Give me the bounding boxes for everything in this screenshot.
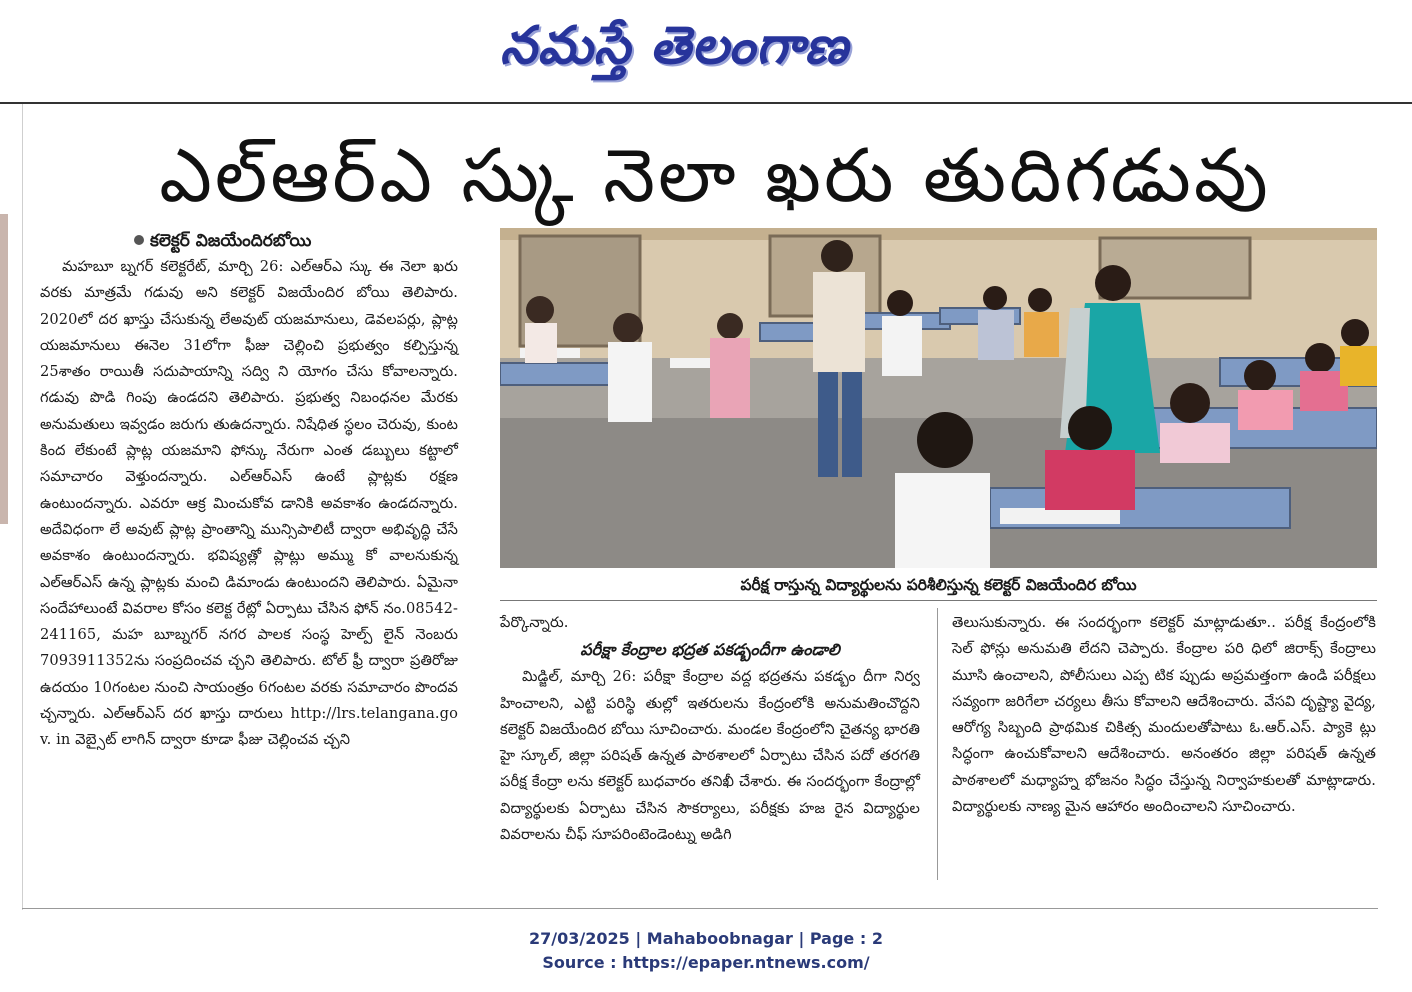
article-mid-body: మిడ్జిల్, మార్చి 26: పరీక్షా కేంద్రాల వద్ద భద్రతను పకడ్బం దీగా నిర్వ హించాలని, ఎట్టి పరిస్థి తుల్లో ఇతరులను కేంద్రంలోకి అనుమతించొద్దని కలెక్టర్ విజయేందిర బోయి సూచించారు. మండల కేంద్రంలోని చైతన్య భారతి హై స్కూల్, జిల్లా పరిషత్ ఉన్నత పాఠశాలలో ఏర్పాటు చేసిన పదో తరగతి పరీక్ష కేంద్రా లను కలెక్టర్ బుధవారం తనిఖీ చేశారు. ఈ సందర్భంగా కేంద్రాల్లో విద్యార్థులకు ఏర్పాటు చేసిన సౌకర్యాలు, పరీక్షకు హజ రైన విద్యార్థుల వివరాలను చీఫ్ సూపరింటెండెంట్ను అడిగి	[500, 668, 920, 844]
bullet-icon	[134, 235, 144, 245]
footer-date-edition: 27/03/2025 | Mahaboobnagar | Page : 2	[529, 929, 883, 948]
adjacent-article-strip	[0, 104, 23, 910]
headline: ఎల్ఆర్ఎ స్కు నెలా ఖరు తుదిగడువు	[159, 133, 1271, 219]
adjacent-photo-fragment	[0, 214, 8, 524]
article-column-right	[952, 610, 1376, 820]
byline	[134, 230, 311, 252]
article-mid-subhead: పరీక్షా కేంద్రాల భద్రత పకడ్బందీగా ఉండాలి	[580, 640, 840, 660]
byline-text: కలెక్టర్ విజయేందిరబోయి	[150, 231, 312, 251]
masthead-divider	[0, 102, 1412, 104]
footer-source: Source : https://epaper.ntnews.com/	[542, 953, 870, 972]
classroom-photo-illustration	[500, 228, 1377, 568]
article-mid-lead: పేర్కొన్నారు.	[500, 614, 569, 631]
article-right-text: తెలుసుకున్నారు. ఈ సందర్భంగా కలెక్టర్ మాట్లాడుతూ.. పరీక్ష కేంద్రంలోకి సెల్ ఫోన్లు అనుమతి లేదని చెప్పారు. కేంద్రాల పరి ధిలో జిరాక్స్ కేంద్రాలు మూసి ఉంచాలని, పోలీసులు ఎప్ప టిక ప్పుడు అప్రమత్తంగా ఉండి పరీక్షలు సవ్యంగా జరిగేలా చర్యలు తీసు కోవాలని ఆదేశించారు. వేసవి దృష్ట్యా వైద్య, ఆరోగ్య సిబ్బంది ప్రాథమిక చికిత్స మందులతోపాటు ఓ.ఆర్.ఎస్. ప్యాకె ట్లు సిద్ధంగా ఉంచుకోవాలని ఆదేశించారు. అనంతరం జిల్లా పరిషత్ ఉన్నత పాఠశాలలో మధ్యాహ్న భోజనం సిద్ధం చేస్తున్న నిర్వాహకులతో మాట్లాడారు. విద్యార్థులకు నాణ్య మైన ఆహారం అందించాలని సూచించారు.	[952, 614, 1376, 816]
masthead	[0, 0, 1412, 100]
article-column-middle	[500, 610, 920, 848]
newspaper-logo: నమస్తే తెలంగాణ	[500, 16, 849, 76]
page-bottom-rule	[22, 908, 1378, 909]
photo-caption: పరీక్ష రాస్తున్న విద్యార్థులను పరిశీలిస్తున్న కలెక్టర్ విజయేందిర బోయి	[500, 570, 1377, 601]
column-divider	[937, 608, 938, 880]
article-column-left	[40, 254, 458, 754]
article-left-text: మహబూ బ్నగర్ కలెక్టరేట్, మార్చి 26: ఎల్ఆర్ఎ స్కు ఈ నెలా ఖరు వరకు మాత్రమే గడువు అని కలెక్టర్ విజయేందిర బోయి తెలిపారు. 2020లో దర ఖాస్తు చేసుకున్న లేఅవుట్ యజమానులు, డెవలపర్లు, ప్లాట్ల యజమానులు ఈనెల 31లోగా ఫీజు చెల్లించి ప్రభుత్వం కల్పిస్తున్న 25శాతం రాయితీ సదుపాయాన్ని సద్వి ని యోగం చేసు కోవాలన్నారు. గడువు పొడి గింపు ఉండదని తెలిపారు. ప్రభుత్వ నిబంధనల మేరకు అనుమతులు ఇవ్వడం జరుగు తుఉదన్నారు. నిషేధిత స్థలం చెరువు, కుంట కింద లేకుంటే ప్లాట్ల యజమాని ఫోన్కు నేరుగా ఎంత డబ్బులు కట్టాలో సమాచారం వెళ్తుందన్నారు. ఎల్ఆర్ఎస్ ఉంటే ప్లాట్లకు రక్షణ ఉంటుందన్నారు. ఎవరూ ఆక్ర మించుకోవ డానికి అవకాశం ఉండదన్నారు. అదేవిధంగా లే అవుట్ ప్లాట్ల ప్రాంతాన్ని మున్సిపాలిటీ ద్వారా అభివృద్ధి చేసే అవకాశం ఉంటుందన్నారు. భవిష్యత్లో ప్లాట్లు అమ్ము కో వాలనుకున్న ఎల్ఆర్ఎస్ ఉన్న ప్లాట్లకు మంచి డిమాండు ఉంటుందని తెలిపారు. ఏమైనా సందేహాలుంటే వివరాల కోసం కలెక్ట రేట్లో ఏర్పాటు చేసిన ఫోన్ నం.08542-241165, మహ బూబ్నగర్ నగర పాలక సంస్థ హెల్ప్ లైన్ నెంబరు 7093911352ను సంప్రదించవ చ్చని తెలిపారు. టోల్ ఫ్రీ ద్వారా ప్రతిరోజు ఉదయం 10గంటల నుంచి సాయంత్రం 6గంటల వరకు సమాచారం పొందవ చ్చన్నారు. ఎల్ఆర్ఎస్ దర ఖాస్తు దారులు http://lrs.telangana.go v. in వెబ్సైట్ లాగిన్ ద్వారా కూడా ఫీజు చెల్లించవ చ్చని	[40, 258, 458, 749]
exam-hall-photo	[500, 228, 1377, 568]
